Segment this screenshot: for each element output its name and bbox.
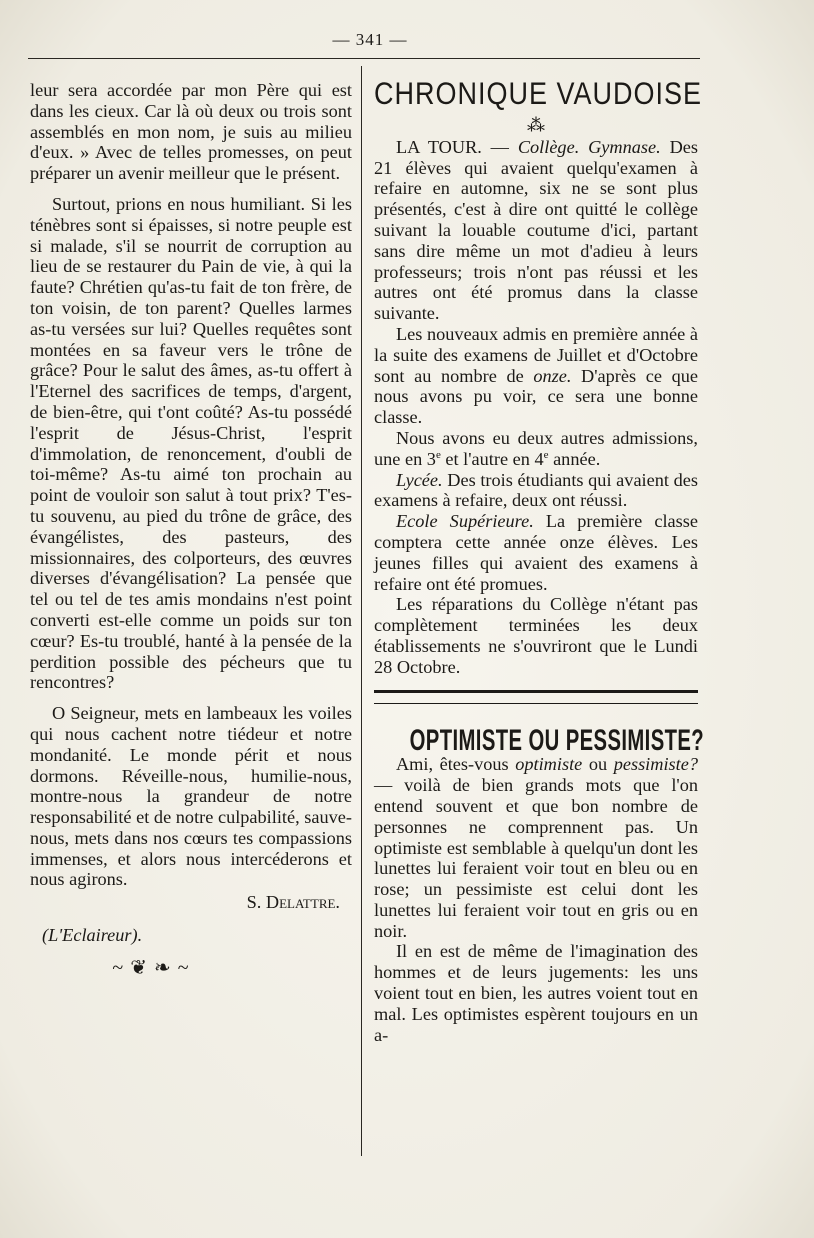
term-pessimiste: pessimiste?: [613, 754, 698, 775]
term-optimiste: optimiste: [515, 754, 583, 775]
chronique-title: CHRONIQUE VAUDOISE: [374, 76, 703, 111]
admis-count: onze.: [533, 365, 572, 386]
source-citation: (L'Eclaireur).: [42, 925, 143, 946]
paragraph-lycee: [374, 470, 698, 512]
header-rule: [28, 58, 700, 59]
paragraph-ecole: [374, 511, 698, 594]
admissions-text-mid: et l'autre en 4: [440, 448, 544, 469]
ecole-heading: Ecole Supérieure.: [395, 511, 534, 532]
admissions-text: Nous avons eu deux autres admissions, une en 3: [374, 427, 698, 469]
paragraph-optimiste-intro: [374, 754, 698, 941]
la-tour-subject: Collège. Gymnase.: [517, 136, 661, 157]
optimiste-title: OPTIMISTE OU PESSIMISTE?: [409, 721, 705, 757]
la-tour-body: Des 21 élèves qui avaient quelqu'examen à refaire en automne, six ne se sont plus présentés, c'est à dire ont quitté le collège suivant la louable coutume d'ici, partant sans dire même un mot d'adieu à leurs professeurs; trois n'ont pas réussi et les autres ont été promus dans la classe suivante.: [374, 136, 699, 324]
paragraph-la-tour: [374, 137, 698, 324]
admis-text-end: D'après ce que nous avons pu voir, ce sera une bonne classe.: [374, 365, 698, 428]
page-number: — 341 —: [332, 30, 408, 49]
asterism: ⁂: [527, 114, 545, 135]
ordinal-suffix: e: [435, 448, 441, 461]
lycee-heading: Lycée.: [395, 469, 443, 490]
ecole-body: La première classe comptera cette année onze élèves. Les jeunes filles qui avaient des examens à refaire ont été promues.: [374, 511, 698, 594]
ornament-flourish: ~ ❦ ❧ ~: [112, 956, 190, 979]
author-signature: S. Delattre.: [246, 892, 340, 913]
admis-text: Les nouveaux admis en première année à la suite des examens de Juillet et d'Octobre sont au nombre de: [374, 323, 698, 386]
ordinal-suffix: e: [543, 448, 549, 461]
section-divider: [374, 690, 698, 704]
right-column: [374, 76, 705, 1045]
intro-text-end: — voilà de bien grands mots que l'on entend souvent et que bon nombre de personnes ne comprennent pas. Un optimiste est semblable à quelqu'un dont les lunettes lui feraient voir tout en bleu ou en rose; un pessimiste est celui dont les lunettes lui feraient voir tout en gris ou en noir.: [374, 775, 698, 941]
paragraph-admis: [374, 324, 698, 428]
paragraph-admissions: [374, 428, 698, 470]
intro-text: Ami, êtes-vous: [395, 754, 509, 775]
paragraph-reparations: Les réparations du Collège n'étant pas complètement terminées les deux établissements ne s'ouvriront que le Lundi 28 Octobre.: [374, 594, 698, 677]
intro-text-mid: ou: [588, 754, 608, 775]
lycee-body: Des trois étudiants qui avaient des examens à refaire, deux ont réussi.: [374, 469, 698, 511]
admissions-text-end: année.: [548, 448, 601, 469]
paragraph-promise: leur sera accordée par mon Père qui est dans les cieux. Car là où deux ou trois sont assemblés en mon nom, je suis au milieu d'eux. » Avec de telles promesses, on peut préparer un avenir meilleur que le présent.: [30, 80, 352, 184]
la-tour-heading: LA TOUR. —: [395, 136, 509, 157]
left-column: [30, 80, 352, 979]
paragraph-invocation: O Seigneur, mets en lambeaux les voiles qui nous cachent notre tiédeur et notre mondanité. Le monde périt et nous dormons. Réveille-nous, humilie-nous, montre-nous la grandeur de notre responsabilité et de notre culpabilité, sauve-nous, mets dans nos cœurs tes compassions immenses, et alors nous intercéderons et nous agirons.: [30, 703, 352, 890]
paragraph-imagination: Il en est de même de l'imagination des hommes et de leurs jugements: les uns voient tout en bien, les autres voient tout en mal. Les optimistes espèrent toujours en un a-: [374, 941, 698, 1045]
paragraph-prayer: Surtout, prions en nous humiliant. Si les ténèbres sont si épaisses, si notre peuple est si malade, s'il se nourrit de corruption au lieu de se restaurer du Pain de vie, à qui la faute? Chrétien qu'as-tu fait de ton frère, de ton voisin, de ton parent? Quelles larmes as-tu versées sur lui? Quelles requêtes sont montées en sa faveur vers le trône de grâce? Pour le salut des âmes, as-tu offert à l'Eternel des sacrifices de temps, d'argent, de bien-être, qui t'ont coûté? As-tu possédé l'esprit de Jésus-Christ, l'esprit d'immolation, de renoncement, d'oubli de toi-même? As-tu aimé ton prochain au point de vouloir son salut à tout prix? T'es-tu souvenu, au pied du trône de grâce, des évangélistes, des pasteurs, des missionnaires, des colporteurs, des œuvres diverses d'évangélisation? La pensée que tel ou tel de tes amis mondains n'est point converti est-elle comme un poids sur ton cœur? Es-tu troublé, hanté à la pensée de la perdition possible des pécheurs que tu rencontres?: [30, 193, 352, 693]
column-divider: [361, 66, 362, 1156]
